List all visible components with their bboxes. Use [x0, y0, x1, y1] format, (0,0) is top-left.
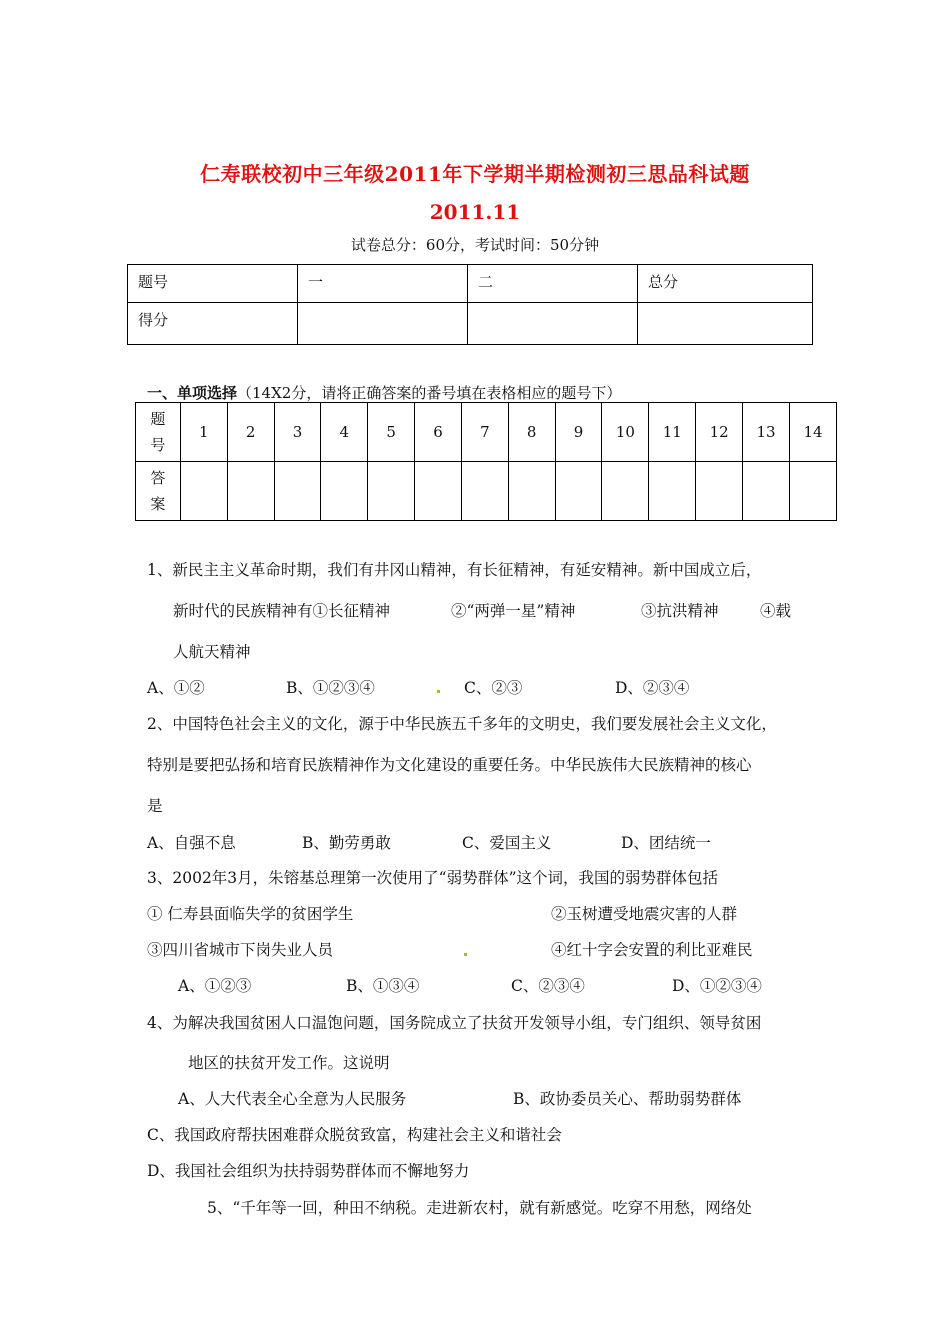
- question-2-option-d: D、团结统一: [621, 834, 711, 852]
- question-3-item: ① 仁寿县面临失学的贫困学生: [147, 905, 354, 923]
- question-5-text: 5、“千年等一回，种田不纳税。走进新农村，就有新感觉。吃穿不用愁，网络处: [207, 1199, 752, 1217]
- question-1-option-a: A、①②: [147, 679, 205, 697]
- question-2-option-c: C、爱国主义: [462, 834, 552, 852]
- question-3-item: ④红十字会安置的利比亚难民: [551, 941, 753, 959]
- question-4-option-c: C、我国政府帮扶困难群众脱贫致富，构建社会主义和谐社会: [147, 1126, 562, 1144]
- question-1-text: ④载: [760, 602, 792, 620]
- question-2-text: 2、中国特色社会主义的文化，源于中华民族五千多年的文明史，我们要发展社会主义文化，: [147, 715, 777, 733]
- score-table: [127, 264, 813, 345]
- answer-cell: [274, 462, 321, 521]
- question-1-text: 1、新民主主义革命时期，我们有井冈山精神，有长征精神，有延安精神。新中国成立后，: [147, 561, 762, 579]
- question-number-cell: 12: [696, 403, 743, 462]
- score-table-header-row: [128, 265, 813, 303]
- question-1-text: ②“两弹一星”精神: [451, 602, 576, 620]
- question-1-option-b: B、①②③④: [286, 679, 375, 697]
- question-number-cell: 13: [743, 403, 790, 462]
- question-3-item: ②玉树遭受地震灾害的人群: [551, 905, 738, 923]
- answer-row: [136, 462, 837, 521]
- question-2-text: 特别是要把弘扬和培育民族精神作为文化建设的重要任务。中华民族伟大民族精神的核心: [147, 756, 752, 774]
- question-1-text: ③抗洪精神: [641, 602, 719, 620]
- question-4-text: 地区的扶贫开发工作。这说明: [188, 1054, 390, 1072]
- answer-cell: [415, 462, 462, 521]
- page-title: 仁寿联校初中三年级2011年下学期半期检测初三思品科试题: [200, 162, 750, 186]
- question-number-cell: 9: [555, 403, 602, 462]
- marker-dot: [464, 953, 467, 956]
- question-number-cell: 5: [368, 403, 415, 462]
- score-header-cell: 一: [298, 265, 468, 303]
- question-4-option-d: D、我国社会组织为扶持弱势群体而不懈地努力: [147, 1162, 470, 1180]
- exam-subtitle: 试卷总分：60分，考试时间：50分钟: [350, 236, 600, 254]
- section-title: 一、单项选择: [147, 384, 238, 402]
- score-table-row: [128, 303, 813, 345]
- section-note: （14X2分，请将正确答案的番号填在表格相应的题号下）: [237, 384, 622, 402]
- score-cell: [468, 303, 638, 345]
- answer-cell: [696, 462, 743, 521]
- answer-label: 答 案: [136, 462, 181, 521]
- question-3-item: ③四川省城市下岗失业人员: [147, 941, 334, 959]
- answer-table: [135, 402, 837, 521]
- answer-cell: [555, 462, 602, 521]
- question-2-option-b: B、勤劳勇敢: [302, 834, 391, 852]
- question-number-cell: 6: [415, 403, 462, 462]
- answer-cell: [789, 462, 836, 521]
- question-number-cell: 4: [321, 403, 368, 462]
- question-3-text: 3、2002年3月，朱镕基总理第一次使用了“弱势群体”这个词，我国的弱势群体包括: [147, 869, 719, 887]
- question-3-option-c: C、②③④: [511, 977, 585, 995]
- score-header-cell: 二: [468, 265, 638, 303]
- answer-cell: [321, 462, 368, 521]
- section-heading: [147, 382, 621, 403]
- answer-cell: [180, 462, 227, 521]
- question-1-text: 新时代的民族精神有①长征精神: [173, 602, 391, 620]
- question-4-option-a: A、人大代表全心全意为人民服务: [178, 1090, 407, 1108]
- question-number-cell: 7: [461, 403, 508, 462]
- answer-cell: [649, 462, 696, 521]
- question-3-option-d: D、①②③④: [672, 977, 762, 995]
- question-4-option-b: B、政协委员关心、帮助弱势群体: [513, 1090, 742, 1108]
- answer-cell: [508, 462, 555, 521]
- answer-cell: [743, 462, 790, 521]
- question-number-cell: 14: [789, 403, 836, 462]
- question-number-label: 题 号: [136, 403, 181, 462]
- question-number-cell: 1: [180, 403, 227, 462]
- marker-dot: [437, 690, 440, 693]
- question-4-text: 4、为解决我国贫困人口温饱问题，国务院成立了扶贫开发领导小组，专门组织、领导贫困: [147, 1014, 762, 1032]
- answer-cell: [227, 462, 274, 521]
- question-3-option-a: A、①②③: [178, 977, 252, 995]
- question-number-cell: 10: [602, 403, 649, 462]
- score-header-cell: 总分: [638, 265, 813, 303]
- question-1-option-c: C、②③: [464, 679, 523, 697]
- question-number-cell: 2: [227, 403, 274, 462]
- question-3-option-b: B、①③④: [346, 977, 420, 995]
- question-number-cell: 3: [274, 403, 321, 462]
- question-1-option-d: D、②③④: [615, 679, 690, 697]
- question-2-text: 是: [147, 797, 163, 815]
- question-number-cell: 11: [649, 403, 696, 462]
- answer-cell: [368, 462, 415, 521]
- answer-cell: [602, 462, 649, 521]
- score-cell: [298, 303, 468, 345]
- score-header-cell: 题号: [128, 265, 298, 303]
- question-number-cell: 8: [508, 403, 555, 462]
- answer-cell: [461, 462, 508, 521]
- exam-date: 2011.11: [429, 200, 521, 224]
- score-row-label: 得分: [128, 303, 298, 345]
- score-cell: [638, 303, 813, 345]
- question-2-option-a: A、自强不息: [147, 834, 236, 852]
- question-1-text: 人航天精神: [173, 643, 251, 661]
- answer-number-row: [136, 403, 837, 462]
